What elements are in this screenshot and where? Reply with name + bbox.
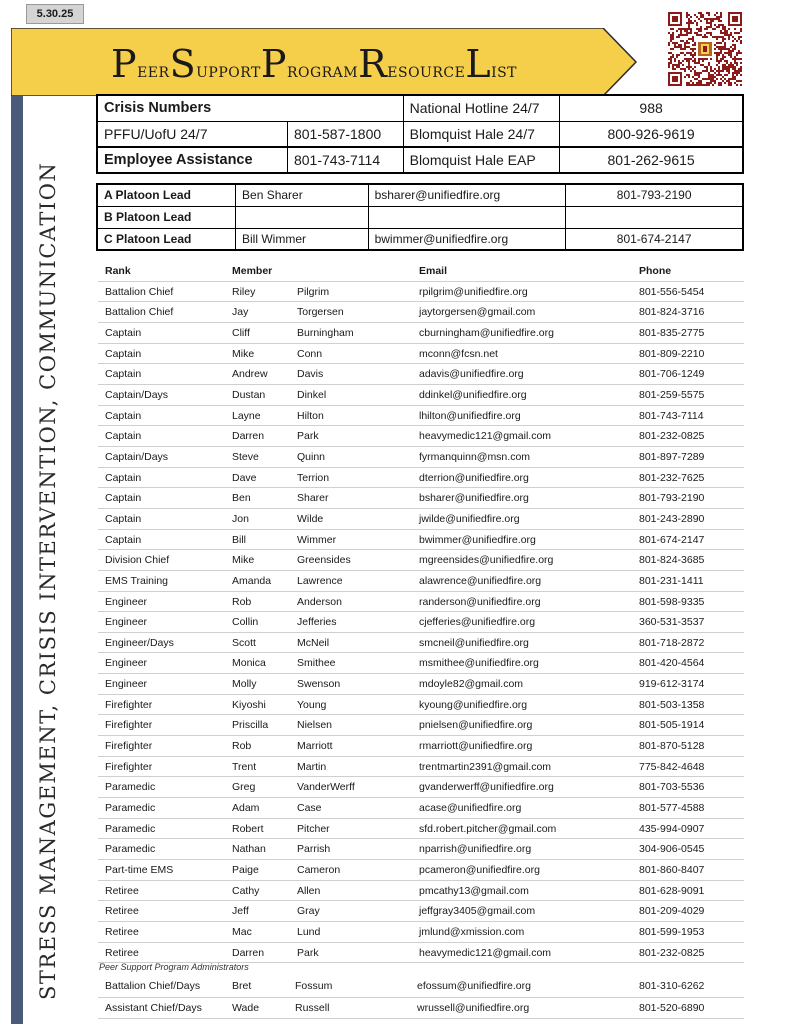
member-phone: 775-842-4648 — [639, 760, 705, 773]
member-email: ddinkel@unifiedfire.org — [419, 388, 527, 401]
member-first-name: Mike — [232, 347, 255, 360]
member-first-name: Molly — [232, 678, 257, 691]
member-last-name: Nielsen — [297, 719, 333, 732]
member-roster — [98, 261, 744, 963]
lead-phone: 801-793-2190 — [566, 184, 743, 206]
platoon-leads-table — [96, 183, 744, 251]
member-email: acase@unifiedfire.org — [419, 802, 522, 815]
member-email: lhilton@unifiedfire.org — [419, 409, 521, 422]
side-tagline: STRESS MANAGEMENT, CRISIS INTERVENTION, COMMUNICATION — [36, 161, 60, 1000]
member-first-name: Bret — [232, 980, 252, 992]
member-first-name: Rob — [232, 740, 252, 753]
member-email: pcameron@unifiedfire.org — [419, 864, 540, 877]
member-last-name: Pilgrim — [297, 285, 330, 298]
title-cap-letter: R — [358, 42, 388, 86]
member-rank: Engineer/Days — [105, 636, 174, 649]
member-phone: 919-612-3174 — [639, 678, 705, 691]
member-rank: Assistant Chief/Days — [105, 1001, 202, 1014]
pffu-label: PFFU/UofU 24/7 — [97, 121, 287, 147]
table-row — [98, 447, 744, 468]
table-row — [98, 488, 744, 509]
table-row — [98, 839, 744, 860]
page-title — [111, 42, 517, 86]
sidebar-stripe — [11, 94, 23, 1024]
member-first-name: Adam — [232, 802, 260, 815]
table-row — [98, 860, 744, 881]
member-rank: Battalion Chief — [105, 285, 174, 298]
member-last-name: Marriott — [297, 740, 333, 753]
member-email: trentmartin2391@gmail.com — [419, 760, 552, 773]
member-first-name: Layne — [232, 409, 261, 422]
title-banner — [11, 28, 637, 96]
member-last-name: Park — [297, 946, 319, 959]
lead-name: Ben Sharer — [236, 184, 369, 206]
lead-row — [97, 206, 743, 228]
member-email: cburningham@unifiedfire.org — [419, 326, 554, 339]
lead-email: bsharer@unifiedfire.org — [368, 184, 566, 206]
member-email: sfd.robert.pitcher@gmail.com — [419, 822, 557, 835]
member-email: adavis@unifiedfire.org — [419, 368, 524, 381]
blomquist-label: Blomquist Hale 24/7 — [403, 121, 560, 147]
roster-header-row — [98, 261, 744, 282]
lead-platoon: A Platoon Lead — [97, 184, 236, 206]
member-rank: Firefighter — [105, 719, 153, 732]
member-last-name: Torgersen — [297, 306, 344, 319]
date-tag: 5.30.25 — [26, 4, 84, 24]
member-phone: 801-674-2147 — [639, 533, 705, 546]
member-rank: Captain/Days — [105, 388, 169, 401]
member-phone: 801-420-4564 — [639, 657, 705, 670]
member-rank: Division Chief — [105, 554, 170, 567]
member-email: fyrmanquinn@msn.com — [419, 450, 531, 463]
member-phone: 801-718-2872 — [639, 636, 705, 649]
member-email: alawrence@unifiedfire.org — [419, 574, 542, 587]
member-phone: 801-824-3685 — [639, 554, 705, 567]
table-row — [98, 777, 744, 798]
table-row — [98, 674, 744, 695]
member-first-name: Kiyoshi — [232, 698, 266, 711]
member-rank: Paramedic — [105, 822, 156, 835]
member-rank: Captain — [105, 347, 142, 360]
title-cap-letter: P — [111, 42, 138, 86]
member-last-name: Park — [297, 430, 319, 443]
member-first-name: Trent — [232, 760, 257, 773]
member-email: heavymedic121@gmail.com — [419, 946, 552, 959]
member-phone: 801-809-2210 — [639, 347, 705, 360]
member-email: jmlund@xmission.com — [419, 926, 525, 938]
member-first-name: Robert — [232, 822, 264, 835]
table-row — [98, 364, 744, 385]
lead-email: bwimmer@unifiedfire.org — [368, 228, 566, 250]
member-first-name: Ben — [232, 492, 251, 505]
member-last-name: Greensides — [297, 554, 351, 567]
member-rank: Retiree — [105, 884, 139, 897]
member-first-name: Nathan — [232, 843, 266, 856]
member-first-name: Dave — [232, 471, 257, 484]
lead-row — [97, 228, 743, 250]
member-rank: Paramedic — [105, 802, 156, 815]
title-word-rest: rogram — [286, 58, 359, 82]
member-rank: Firefighter — [105, 740, 153, 753]
member-last-name: Lawrence — [297, 574, 343, 587]
member-last-name: Sharer — [297, 492, 329, 505]
table-row — [98, 633, 744, 654]
lead-platoon: B Platoon Lead — [97, 206, 236, 228]
eap-label: Employee Assistance — [97, 147, 287, 173]
table-row — [98, 571, 744, 592]
member-phone: 801-897-7289 — [639, 450, 705, 463]
member-rank: Captain — [105, 471, 142, 484]
member-first-name: Paige — [232, 864, 259, 877]
member-rank: Captain — [105, 533, 142, 546]
member-last-name: Davis — [297, 368, 324, 381]
member-email: cjefferies@unifiedfire.org — [419, 616, 536, 629]
member-first-name: Amanda — [232, 574, 272, 587]
title-word-rest: esource — [387, 58, 466, 82]
member-rank: Captain — [105, 430, 142, 443]
member-phone: 801-860-8407 — [639, 864, 705, 877]
member-rank: Battalion Chief — [105, 306, 174, 319]
table-row — [98, 406, 744, 427]
member-rank: Captain — [105, 512, 142, 525]
lead-name — [236, 206, 369, 228]
member-phone: 304-906-0545 — [639, 843, 705, 856]
member-first-name: Monica — [232, 657, 266, 670]
member-email: mdoyle82@gmail.com — [419, 678, 524, 691]
member-phone: 801-628-9091 — [639, 884, 705, 897]
member-phone: 801-743-7114 — [639, 409, 704, 422]
member-first-name: Dustan — [232, 388, 266, 401]
member-last-name: Parrish — [297, 843, 331, 856]
blomquist-phone: 800-926-9619 — [560, 121, 743, 147]
member-email: rpilgrim@unifiedfire.org — [419, 285, 528, 298]
member-email: jeffgray3405@gmail.com — [419, 905, 536, 918]
table-row — [98, 323, 744, 344]
member-rank: Engineer — [105, 678, 148, 691]
member-phone: 801-310-6262 — [639, 980, 705, 992]
title-cap-letter: S — [169, 42, 197, 86]
member-first-name: Bill — [232, 533, 247, 546]
member-last-name: Hilton — [297, 409, 324, 422]
member-phone: 801-520-6890 — [639, 1001, 705, 1014]
table-row — [98, 998, 744, 1020]
member-rank: Retiree — [105, 905, 139, 918]
member-phone: 801-243-2890 — [639, 512, 705, 525]
member-last-name: Wilde — [297, 512, 324, 525]
table-row — [98, 798, 744, 819]
member-rank: Paramedic — [105, 781, 156, 794]
table-row — [98, 715, 744, 736]
member-email: heavymedic121@gmail.com — [419, 430, 552, 443]
member-last-name: Terrion — [297, 471, 330, 484]
title-cap-letter: P — [260, 42, 287, 86]
member-email: dterrion@unifiedfire.org — [419, 471, 529, 484]
member-rank: EMS Training — [105, 574, 169, 587]
table-row — [98, 592, 744, 613]
member-rank: Captain — [105, 492, 142, 505]
table-row — [98, 282, 744, 303]
member-last-name: McNeil — [297, 636, 330, 649]
member-phone: 801-706-1249 — [639, 368, 705, 381]
lead-phone: 801-674-2147 — [566, 228, 743, 250]
member-last-name: Lund — [297, 926, 321, 938]
table-row — [98, 819, 744, 840]
header-member: Member — [232, 265, 273, 277]
member-last-name: Allen — [297, 884, 321, 897]
member-first-name: Collin — [232, 616, 259, 629]
member-first-name: Jeff — [232, 905, 249, 918]
table-row — [98, 901, 744, 922]
table-row — [98, 468, 744, 489]
member-last-name: Dinkel — [297, 388, 327, 401]
table-row — [98, 976, 744, 998]
member-first-name: Andrew — [232, 368, 268, 381]
member-last-name: Conn — [297, 347, 323, 360]
member-email: mconn@fcsn.net — [419, 347, 498, 360]
lead-row — [97, 184, 743, 206]
member-phone: 801-232-0825 — [639, 430, 705, 443]
member-first-name: Darren — [232, 946, 265, 959]
member-phone: 801-835-2775 — [639, 326, 705, 339]
crisis-numbers-table — [96, 94, 744, 174]
member-rank: Engineer — [105, 595, 148, 608]
member-email: nparrish@unifiedfire.org — [419, 843, 532, 856]
member-email: mgreensides@unifiedfire.org — [419, 554, 554, 567]
pffu-phone: 801-587-1800 — [287, 121, 403, 147]
title-cap-letter: L — [465, 42, 492, 86]
member-phone: 801-870-5128 — [639, 740, 705, 753]
member-phone: 801-232-0825 — [639, 946, 705, 959]
member-phone: 360-531-3537 — [639, 616, 705, 629]
table-row — [98, 509, 744, 530]
member-email: pmcathy13@gmail.com — [419, 884, 529, 897]
member-email: wrussell@unifiedfire.org — [417, 1001, 530, 1014]
crisis-header: Crisis Numbers — [97, 95, 403, 121]
table-row — [98, 550, 744, 571]
table-row — [98, 530, 744, 551]
member-rank: Captain/Days — [105, 450, 169, 463]
table-row — [98, 881, 744, 902]
table-row — [98, 757, 744, 778]
member-last-name: Fossum — [295, 980, 333, 992]
member-phone: 435-994-0907 — [639, 822, 705, 835]
member-rank: Captain — [105, 368, 142, 381]
member-email: efossum@unifiedfire.org — [417, 980, 531, 992]
bh-eap-phone: 801-262-9615 — [560, 147, 743, 173]
member-last-name: Russell — [295, 1001, 330, 1014]
lead-email — [368, 206, 566, 228]
member-last-name: Quinn — [297, 450, 326, 463]
title-word-rest: eer — [137, 58, 170, 82]
member-email: kyoung@unifiedfire.org — [419, 698, 528, 711]
member-last-name: Jefferies — [297, 616, 337, 629]
member-first-name: Mac — [232, 926, 252, 938]
member-email: randerson@unifiedfire.org — [419, 595, 541, 608]
member-phone: 801-556-5454 — [639, 285, 705, 298]
title-word-rest: upport — [196, 58, 261, 82]
member-rank: Battalion Chief/Days — [105, 980, 201, 992]
lead-name: Bill Wimmer — [236, 228, 369, 250]
admin-section-label: Peer Support Program Administrators — [99, 962, 249, 972]
member-first-name: Mike — [232, 554, 255, 567]
member-last-name: Smithee — [297, 657, 336, 670]
title-word-rest: ist — [491, 58, 518, 82]
member-last-name: Pitcher — [297, 822, 330, 835]
header-email: Email — [419, 265, 448, 277]
member-last-name: Cameron — [297, 864, 341, 877]
header-rank: Rank — [105, 265, 131, 277]
member-phone: 801-209-4029 — [639, 905, 705, 918]
member-phone: 801-259-5575 — [639, 388, 705, 401]
member-rank: Engineer — [105, 657, 148, 670]
member-email: smcneil@unifiedfire.org — [419, 636, 529, 649]
member-email: msmithee@unifiedfire.org — [419, 657, 539, 670]
member-email: pnielsen@unifiedfire.org — [419, 719, 533, 732]
table-row — [98, 943, 744, 964]
member-last-name: Martin — [297, 760, 327, 773]
lead-phone — [566, 206, 743, 228]
table-row — [98, 922, 744, 943]
member-last-name: Young — [297, 698, 327, 711]
bh-eap-label: Blomquist Hale EAP — [403, 147, 560, 173]
member-rank: Captain — [105, 326, 142, 339]
member-email: rmarriott@unifiedfire.org — [419, 740, 533, 753]
member-last-name: Swenson — [297, 678, 341, 691]
table-row — [98, 695, 744, 716]
member-rank: Paramedic — [105, 843, 156, 856]
member-phone: 801-232-7625 — [639, 471, 705, 484]
member-rank: Retiree — [105, 926, 139, 938]
member-last-name: Gray — [297, 905, 320, 918]
member-first-name: Riley — [232, 285, 256, 298]
member-first-name: Priscilla — [232, 719, 269, 732]
table-row — [98, 653, 744, 674]
table-row — [98, 344, 744, 365]
table-row — [98, 736, 744, 757]
member-first-name: Scott — [232, 636, 256, 649]
member-rank: Engineer — [105, 616, 148, 629]
table-row — [98, 385, 744, 406]
member-rank: Firefighter — [105, 760, 153, 773]
table-row — [98, 426, 744, 447]
header-phone: Phone — [639, 265, 672, 277]
member-first-name: Steve — [232, 450, 259, 463]
member-phone: 801-703-5536 — [639, 781, 705, 794]
member-last-name: Burningham — [297, 326, 354, 339]
member-phone: 801-598-9335 — [639, 595, 705, 608]
member-last-name: Anderson — [297, 595, 342, 608]
member-phone: 801-505-1914 — [639, 719, 705, 732]
member-phone: 801-793-2190 — [639, 492, 705, 505]
member-last-name: Case — [297, 802, 322, 815]
member-first-name: Rob — [232, 595, 252, 608]
member-last-name: VanderWerff — [297, 781, 355, 794]
member-phone: 801-599-1953 — [639, 926, 705, 938]
member-phone: 801-824-3716 — [639, 306, 705, 319]
member-email: bwimmer@unifiedfire.org — [419, 533, 536, 546]
member-first-name: Greg — [232, 781, 256, 794]
member-last-name: Wimmer — [297, 533, 337, 546]
member-first-name: Cliff — [232, 326, 250, 339]
table-row — [98, 302, 744, 323]
qr-code-icon — [668, 12, 742, 86]
lead-platoon: C Platoon Lead — [97, 228, 236, 250]
member-email: jaytorgersen@gmail.com — [419, 306, 536, 319]
member-email: gvanderwerff@unifiedfire.org — [419, 781, 554, 794]
member-first-name: Darren — [232, 430, 265, 443]
member-first-name: Jay — [232, 306, 249, 319]
member-rank: Retiree — [105, 946, 139, 959]
member-first-name: Jon — [232, 512, 249, 525]
member-email: bsharer@unifiedfire.org — [419, 492, 529, 505]
admin-roster — [98, 976, 744, 1019]
member-rank: Captain — [105, 409, 142, 422]
national-hotline-phone: 988 — [560, 95, 743, 121]
member-phone: 801-503-1358 — [639, 698, 705, 711]
member-first-name: Cathy — [232, 884, 260, 897]
eap-phone: 801-743-7114 — [287, 147, 403, 173]
member-email: jwilde@unifiedfire.org — [419, 512, 520, 525]
member-rank: Firefighter — [105, 698, 153, 711]
national-hotline-label: National Hotline 24/7 — [403, 95, 560, 121]
member-phone: 801-231-1411 — [639, 574, 704, 587]
member-rank: Part-time EMS — [105, 864, 174, 877]
member-first-name: Wade — [232, 1001, 260, 1014]
member-phone: 801-577-4588 — [639, 802, 705, 815]
table-row — [98, 612, 744, 633]
